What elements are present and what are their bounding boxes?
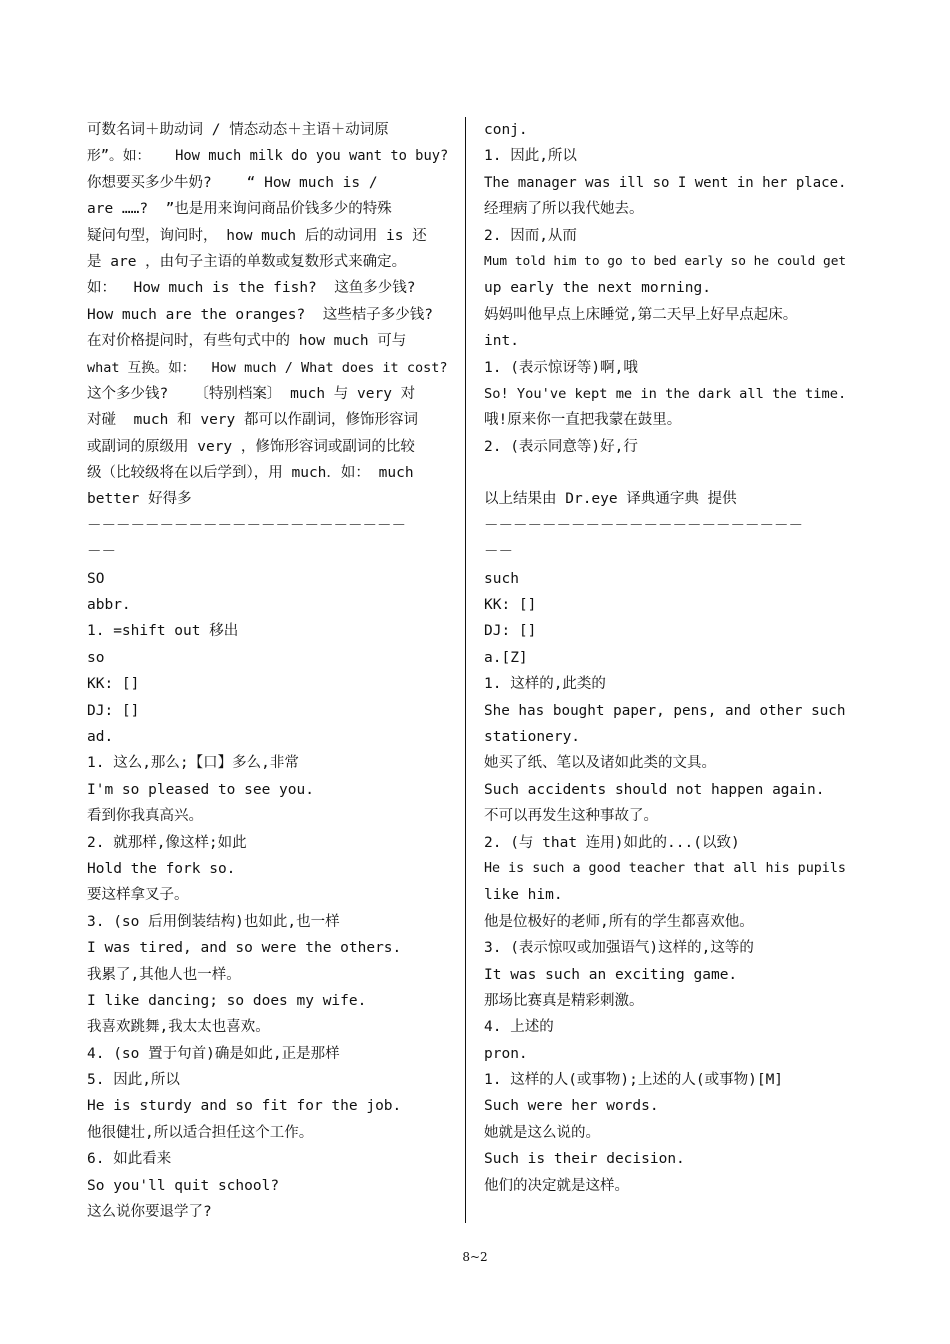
right-text-column xyxy=(484,117,850,1199)
text-line: what 互换。如： How much / What does it cost? xyxy=(87,359,448,376)
text-line: such xyxy=(484,570,519,587)
text-line: 1. =shift out 移出 xyxy=(87,623,239,640)
text-line: Such is their decision. xyxy=(484,1151,685,1168)
text-line: pron. xyxy=(484,1045,528,1062)
text-line: conj. xyxy=(484,122,528,138)
text-line: 你想要买多少牛奶? “ How much is / xyxy=(87,174,378,191)
text-line: DJ: [] xyxy=(87,702,140,719)
text-line: 对碰 much 和 very 都可以作副词，修饰形容词 xyxy=(87,412,418,429)
text-line: 级（比较级将在以后学到），用 much．如： much xyxy=(87,465,414,482)
left-text-column xyxy=(87,117,452,1225)
text-line: stationery. xyxy=(484,728,581,745)
text-line: a.[Z] xyxy=(484,649,528,666)
text-line: Mum told him to go to bed early so he could get xyxy=(484,253,847,269)
text-line: －－－－－－－－－－－－－－－－－－－－－－ xyxy=(87,517,406,534)
text-line: ad. xyxy=(87,728,114,745)
text-line: KK: [] xyxy=(87,676,140,693)
text-line: 6. 如此看来 xyxy=(87,1151,172,1168)
text-line: He is such a good teacher that all his pupils xyxy=(484,860,846,876)
text-line: Hold the fork so. xyxy=(87,860,236,877)
text-line: 如： How much is the fish? 这鱼多少钱? xyxy=(87,280,416,297)
text-line xyxy=(484,460,850,486)
text-line: so xyxy=(87,649,105,666)
text-line: 不可以再发生这种事故了。 xyxy=(484,808,658,825)
text-line: 5. 因此,所以 xyxy=(87,1072,180,1089)
text-line: How much are the oranges? 这些桔子多少钱? xyxy=(87,306,433,323)
text-line: 形”。如： How much milk do you want to buy? xyxy=(87,148,449,165)
text-line: 看到你我真高兴。 xyxy=(87,808,203,825)
text-line: I was tired, and so were the others. xyxy=(87,940,402,957)
text-line: up early the next morning. xyxy=(484,280,711,297)
text-line: 可数名词＋助动词 / 情态动态＋主语＋动词原 xyxy=(87,122,389,138)
text-line: 3. (so 后用倒装结构)也如此,也一样 xyxy=(87,913,340,930)
text-line: int. xyxy=(484,333,519,350)
text-line: 她就是这么说的。 xyxy=(484,1124,600,1141)
text-line: 2. (表示同意等)好,行 xyxy=(484,438,638,455)
text-line: I like dancing; so does my wife. xyxy=(87,992,367,1009)
text-line: 3. (表示惊叹或加强语气)这样的,这等的 xyxy=(484,940,754,957)
text-line: 我喜欢跳舞,我太太也喜欢。 xyxy=(87,1019,270,1036)
text-line: 我累了,其他人也一样。 xyxy=(87,966,241,983)
text-line: －－ xyxy=(87,544,116,561)
text-line: 他很健壮,所以适合担任这个工作。 xyxy=(87,1124,314,1141)
text-line: 或副词的原级用 very ，修饰形容词或副词的比较 xyxy=(87,438,415,455)
text-line: 他是位极好的老师,所有的学生都喜欢他。 xyxy=(484,913,754,930)
text-line: 那场比赛真是精彩刺激。 xyxy=(484,992,644,1009)
text-line: 4. 上述的 xyxy=(484,1019,554,1036)
text-line: 1. 这么,那么;【口】多么,非常 xyxy=(87,755,299,772)
text-line: 疑问句型，询问时， how much 后的动词用 is 还 xyxy=(87,227,427,244)
text-line: She has bought paper, pens, and other such xyxy=(484,702,846,719)
text-line: 2. 因而,从而 xyxy=(484,227,577,244)
text-line: 经理病了所以我代她去。 xyxy=(484,201,644,218)
text-line: KK: [] xyxy=(484,597,537,614)
text-line: －－ xyxy=(484,544,513,561)
text-line: better 好得多 xyxy=(87,491,192,508)
text-line: 1. (表示惊讶等)啊,哦 xyxy=(484,359,638,376)
text-line: 在对价格提问时，有些句式中的 how much 可与 xyxy=(87,333,407,350)
text-line: 他们的决定就是这样。 xyxy=(484,1177,629,1194)
text-line: Such accidents should not happen again. xyxy=(484,781,825,798)
text-line: 2. 就那样,像这样;如此 xyxy=(87,834,247,851)
text-line: 是 are ，由句子主语的单数或复数形式来确定。 xyxy=(87,253,407,270)
text-line: He is sturdy and so fit for the job. xyxy=(87,1098,402,1115)
text-line: I'm so pleased to see you. xyxy=(87,781,314,798)
text-line: 1. 因此,所以 xyxy=(484,148,577,165)
text-line: Such were her words. xyxy=(484,1098,659,1115)
text-line: 这个多少钱? 〔特别档案〕 much 与 very 对 xyxy=(87,385,416,402)
text-line: 妈妈叫他早点上床睡觉,第二天早上好早点起床。 xyxy=(484,306,798,323)
text-line: 2. (与 that 连用)如此的...(以致) xyxy=(484,834,740,851)
text-line: 4. (so 置于句首)确是如此,正是那样 xyxy=(87,1045,340,1062)
column-divider xyxy=(465,117,466,1223)
text-line: DJ: [] xyxy=(484,623,537,640)
text-line: 要这样拿叉子。 xyxy=(87,887,189,904)
text-line: So! You've kept me in the dark all the time. xyxy=(484,385,847,402)
text-line: like him. xyxy=(484,887,563,904)
text-line: 这么说你要退学了? xyxy=(87,1204,212,1221)
text-line: 1. 这样的人(或事物);上述的人(或事物)[M] xyxy=(484,1072,784,1089)
text-line: are ……? ”也是用来询问商品价钱多少的特殊 xyxy=(87,201,392,218)
text-line: So you'll quit school? xyxy=(87,1177,280,1194)
text-line: 她买了纸、笔以及诸如此类的文具。 xyxy=(484,755,716,772)
text-line: 哦!原来你一直把我蒙在鼓里。 xyxy=(484,412,682,429)
text-line: The manager was ill so I went in her place. xyxy=(484,174,847,191)
text-line: It was such an exciting game. xyxy=(484,966,738,983)
text-line: 1. 这样的,此类的 xyxy=(484,676,606,693)
text-line: 以上结果由 Dr.eye 译典通字典 提供 xyxy=(484,491,737,508)
page-number: 8~2 xyxy=(462,1250,488,1264)
text-line: abbr. xyxy=(87,597,131,614)
text-line: SO xyxy=(87,570,105,587)
text-line: －－－－－－－－－－－－－－－－－－－－－－ xyxy=(484,517,803,534)
